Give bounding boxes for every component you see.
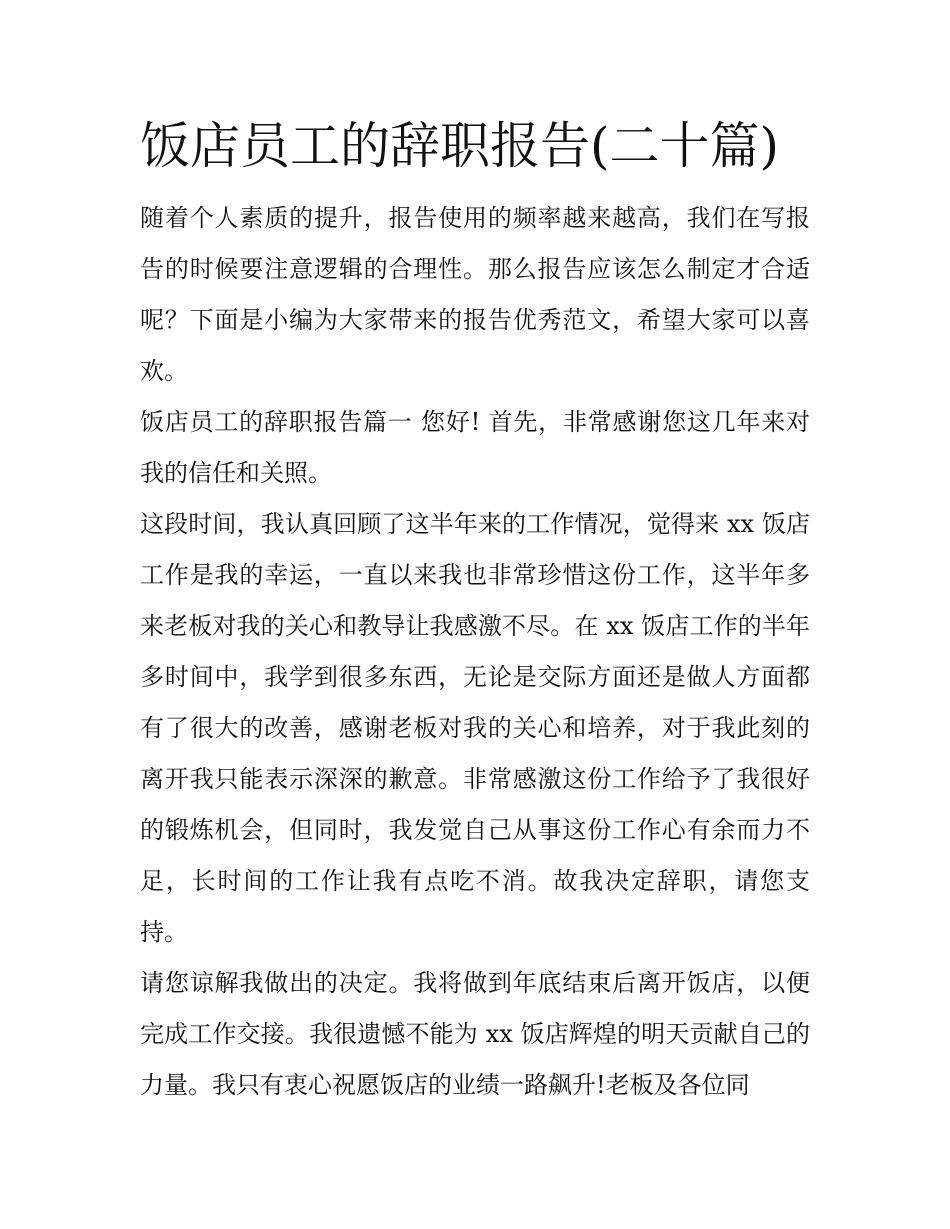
paragraph-intro: 随着个人素质的提升，报告使用的频率越来越高，我们在写报告的时候要注意逻辑的合理性。那么报告应该怎么制定才合适呢？下面是小编为大家带来的报告优秀范文，希望大家可以喜欢。: [140, 204, 810, 385]
paragraph-reflection: 这段时间，我认真回顾了这半年来的工作情况，觉得来 xx 饭店工作是我的幸运，一直以来我也非常珍惜这份工作，这半年多来老板对我的关心和教导让我感激不尽。在 xx 饭店工作的半年多时间中，我学到很多东西，无论是交际方面还是做人方面都有了很大的改善，感谢老板对我的关心和培养，对于我此刻的离开我只能表示深深的歉意。非常感激这份工作给予了我很好的锻炼机会，但同时，我发觉自己从事这份工作心有余而力不足，长时间的工作让我有点吃不消。故我决定辞职，请您支持。: [140, 510, 810, 946]
document-body: [140, 112, 810, 1111]
paragraph-decision: 请您谅解我做出的决定。我将做到年底结束后离开饭店，以便完成工作交接。我很遗憾不能为 xx 饭店辉煌的明天贡献自己的力量。我只有衷心祝愿饭店的业绩一路飙升!老板及各位同: [140, 969, 810, 1099]
paragraph-greeting: 饭店员工的辞职报告篇一 您好! 首先，非常感谢您这几年来对我的信任和关照。: [140, 408, 810, 487]
document-title: 饭店员工的辞职报告(二十篇): [140, 117, 780, 175]
